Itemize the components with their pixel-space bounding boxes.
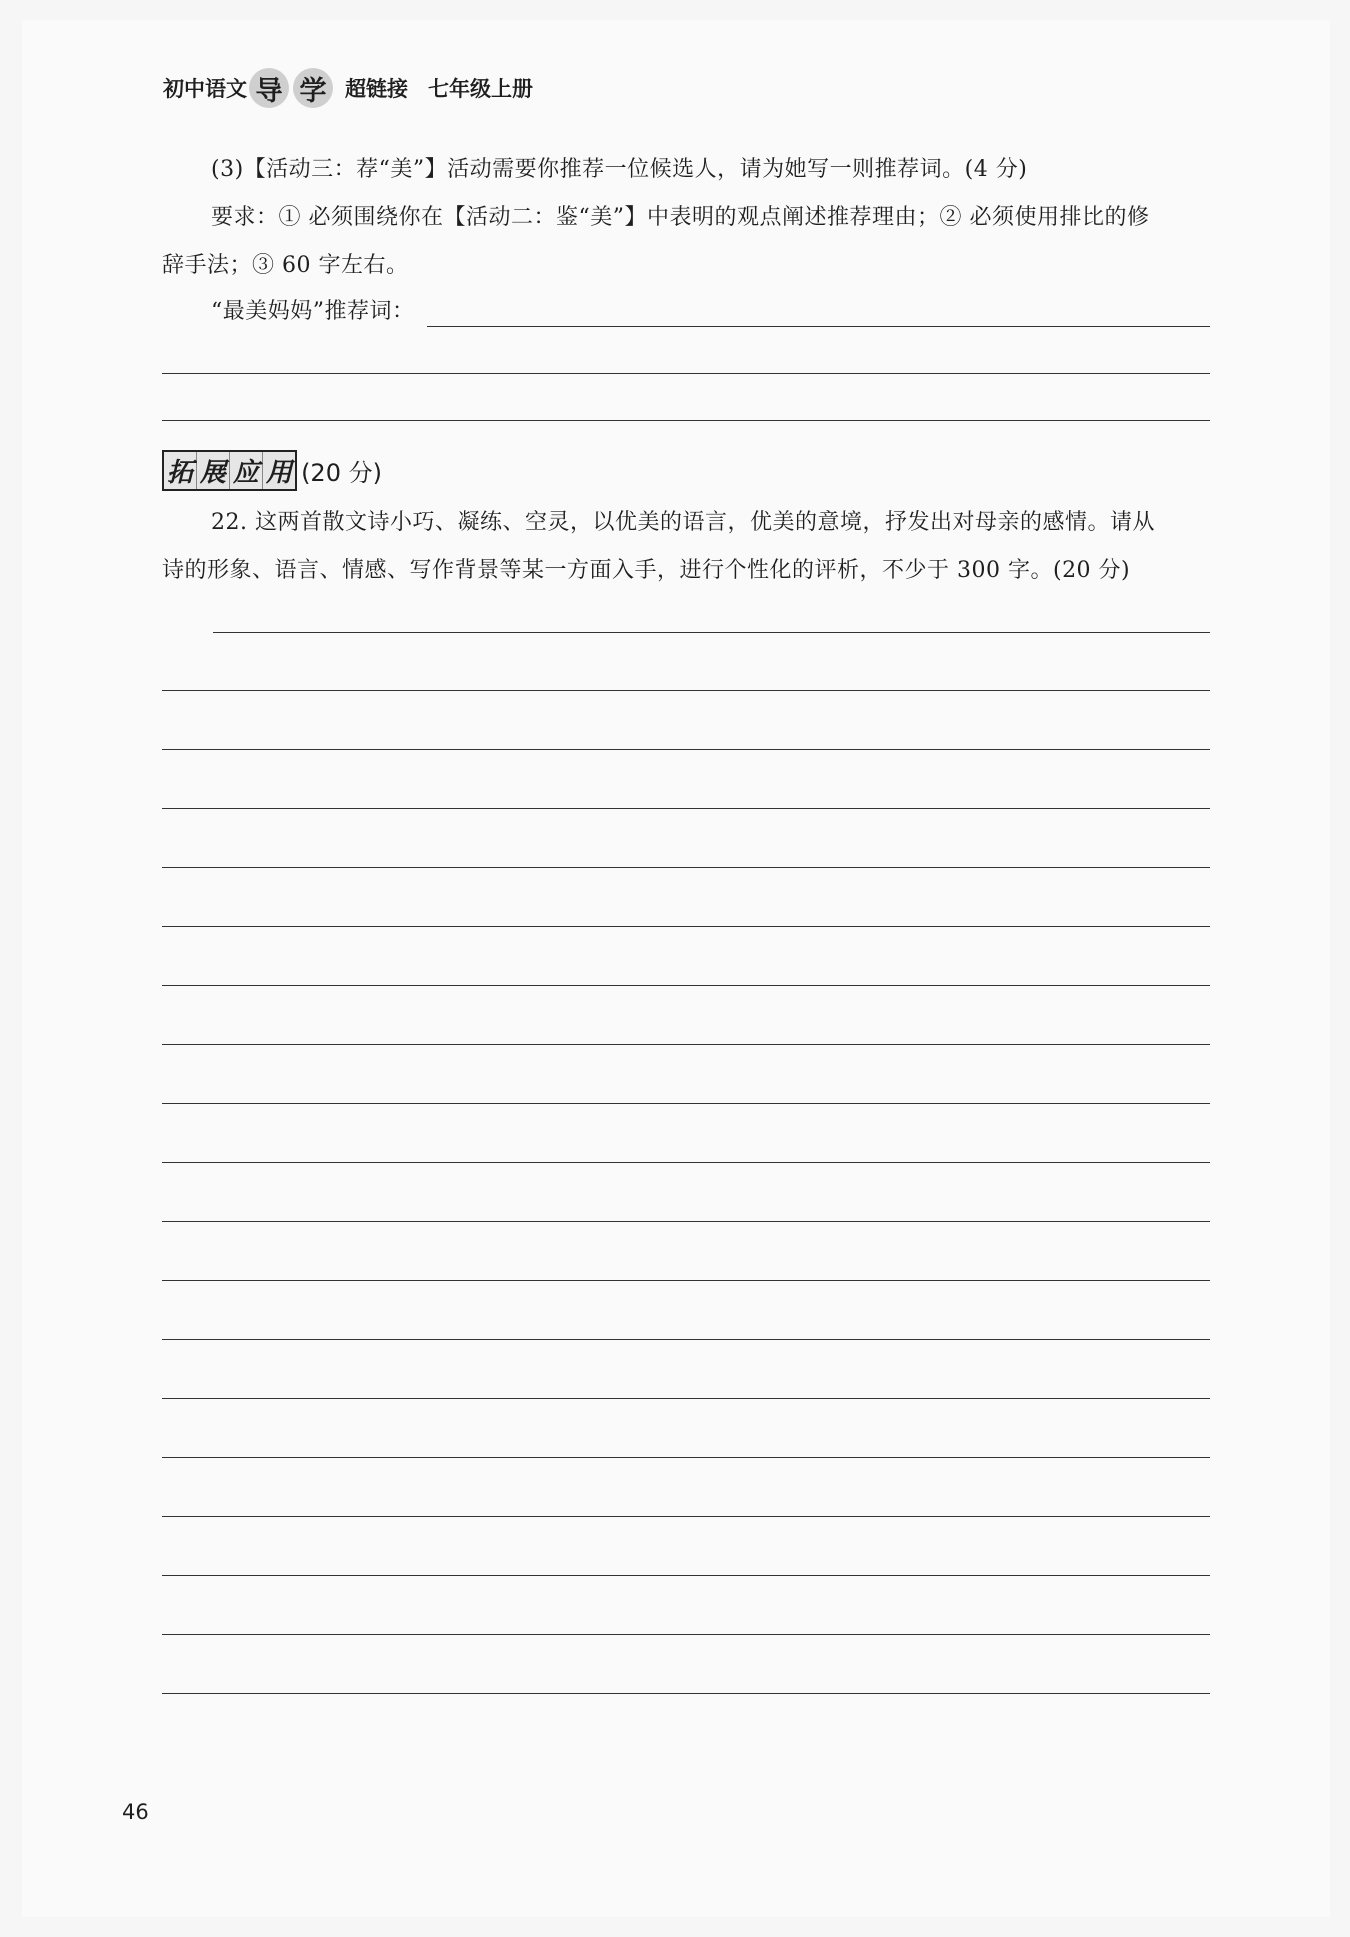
answer-line-q22[interactable] <box>162 1280 1210 1281</box>
question3-requirement-line2: 辞手法；③ 60 字左右。 <box>162 253 409 278</box>
section-title-char: 展 <box>197 452 230 489</box>
answer-line-q3-1[interactable] <box>427 326 1210 327</box>
answer-line-q22[interactable] <box>162 1044 1210 1045</box>
question3-prompt: (3)【活动三：荐“美”】活动需要你推荐一位候选人，请为她写一则推荐词。(4 分) <box>211 157 1028 182</box>
page-header <box>163 68 533 108</box>
header-grade: 七年级上册 <box>428 77 533 101</box>
answer-line-q22[interactable] <box>162 1457 1210 1458</box>
answer-line-q3-2[interactable] <box>162 373 1210 374</box>
question3-answer-label: “最美妈妈”推荐词： <box>211 299 415 324</box>
answer-line-q22[interactable] <box>162 690 1210 691</box>
answer-line-q22[interactable] <box>213 632 1210 633</box>
answer-line-q22[interactable] <box>162 926 1210 927</box>
answer-line-q22[interactable] <box>162 985 1210 986</box>
header-char-dao: 导 <box>249 68 289 108</box>
section-title-char: 拓 <box>164 452 197 489</box>
question22-line2: 诗的形象、语言、情感、写作背景等某一方面入手，进行个性化的评析，不少于 300 字。(20 分) <box>162 558 1131 583</box>
answer-line-q22[interactable] <box>162 867 1210 868</box>
answer-line-q3-3[interactable] <box>162 420 1210 421</box>
answer-line-q22[interactable] <box>162 1516 1210 1517</box>
section-score: (20 分) <box>301 459 382 487</box>
header-prefix: 初中语文 <box>163 77 247 101</box>
answer-line-q22[interactable] <box>162 808 1210 809</box>
page-number: 46 <box>122 1800 149 1824</box>
answer-line-q22[interactable] <box>162 1575 1210 1576</box>
header-series: 超链接 <box>345 77 408 101</box>
section-title-char: 用 <box>263 452 295 489</box>
answer-line-q22[interactable] <box>162 749 1210 750</box>
answer-line-q22[interactable] <box>162 1221 1210 1222</box>
section-title-box <box>162 450 297 491</box>
section-title-extension <box>162 450 382 491</box>
header-char-xue: 学 <box>293 68 333 108</box>
question22-line1: 22. 这两首散文诗小巧、凝练、空灵，以优美的语言，优美的意境，抒发出对母亲的感情。请从 <box>211 510 1155 535</box>
answer-line-q22[interactable] <box>162 1398 1210 1399</box>
answer-line-q22[interactable] <box>162 1103 1210 1104</box>
section-title-char: 应 <box>230 452 263 489</box>
question3-requirement-line1: 要求：① 必须围绕你在【活动二：鉴“美”】中表明的观点阐述推荐理由；② 必须使用排比的修 <box>211 205 1150 230</box>
answer-line-q22[interactable] <box>162 1339 1210 1340</box>
answer-line-q22[interactable] <box>162 1162 1210 1163</box>
answer-line-q22[interactable] <box>162 1634 1210 1635</box>
answer-line-q22[interactable] <box>162 1693 1210 1694</box>
